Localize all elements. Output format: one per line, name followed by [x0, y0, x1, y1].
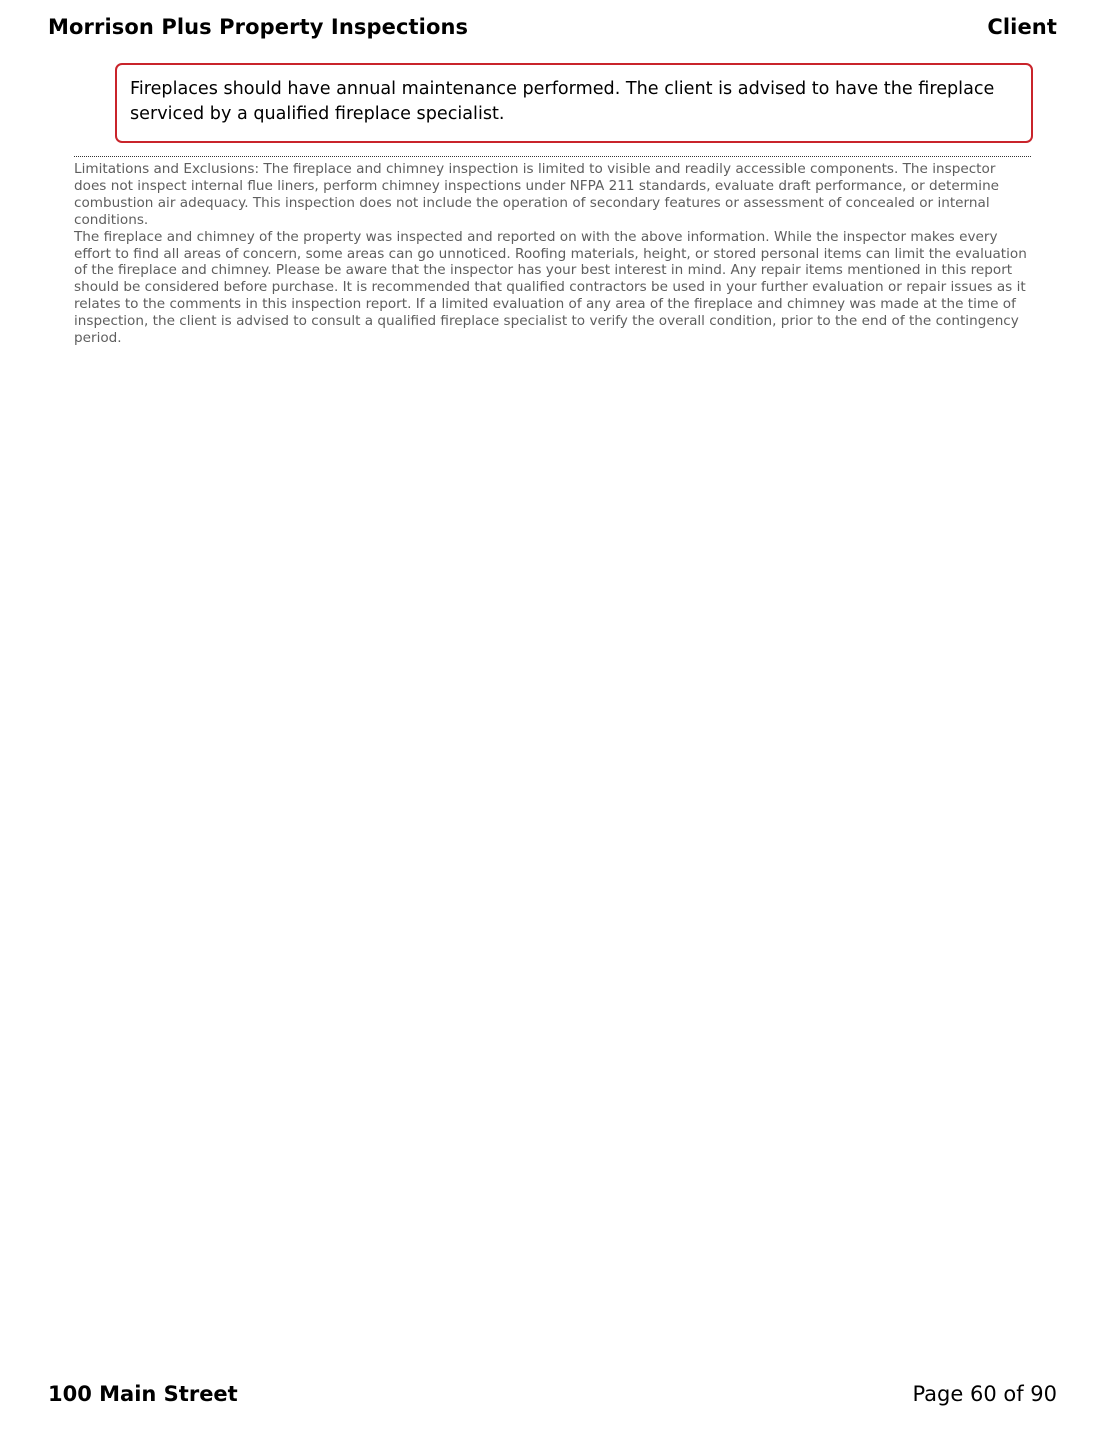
disclaimer-paragraph: The fireplace and chimney of the property was inspected and reported on with the above information. While the inspector makes every effort to find all areas of concern, some areas can go unnoticed. Roofing materials, height, or stored personal items can limit the evaluation of the fireplace and chimney. Please be aware that the inspector has your best interest in mind. Any repair items mentioned in this report should be considered before purchase. It is recommended that qualified contractors be used in your further evaluation or repair issues as it relates to the comments in this inspection report. If a limited evaluation of any area of the fireplace and chimney was made at the time of inspection, the client is advised to consult a qualified fireplace specialist to verify the overall condition, prior to the end of the contingency period.: [74, 228, 1027, 347]
client-label: Client: [987, 15, 1057, 39]
maintenance-notice-text: Fireplaces should have annual maintenance performed. The client is advised to have the fireplace serviced by a qualified fireplace specialist.: [130, 79, 995, 124]
property-address: 100 Main Street: [48, 1382, 238, 1406]
page-header: [48, 12, 1057, 42]
limitations-section: [74, 161, 1031, 347]
page-footer: [48, 1378, 1057, 1410]
page-number: Page 60 of 90: [912, 1382, 1057, 1406]
maintenance-notice-box: [115, 63, 1033, 143]
company-name: Morrison Plus Property Inspections: [48, 15, 469, 39]
limitations-paragraph: Limitations and Exclusions: The fireplace and chimney inspection is limited to visible and readily accessible components. The inspector does not inspect internal flue liners, perform chimney inspections under NFPA 211 standards, evaluate draft performance, or determine combustion air adequacy. This inspection does not include the operation of secondary features or assessment of concealed or internal conditions.: [74, 161, 1000, 228]
section-divider: [74, 156, 1031, 157]
